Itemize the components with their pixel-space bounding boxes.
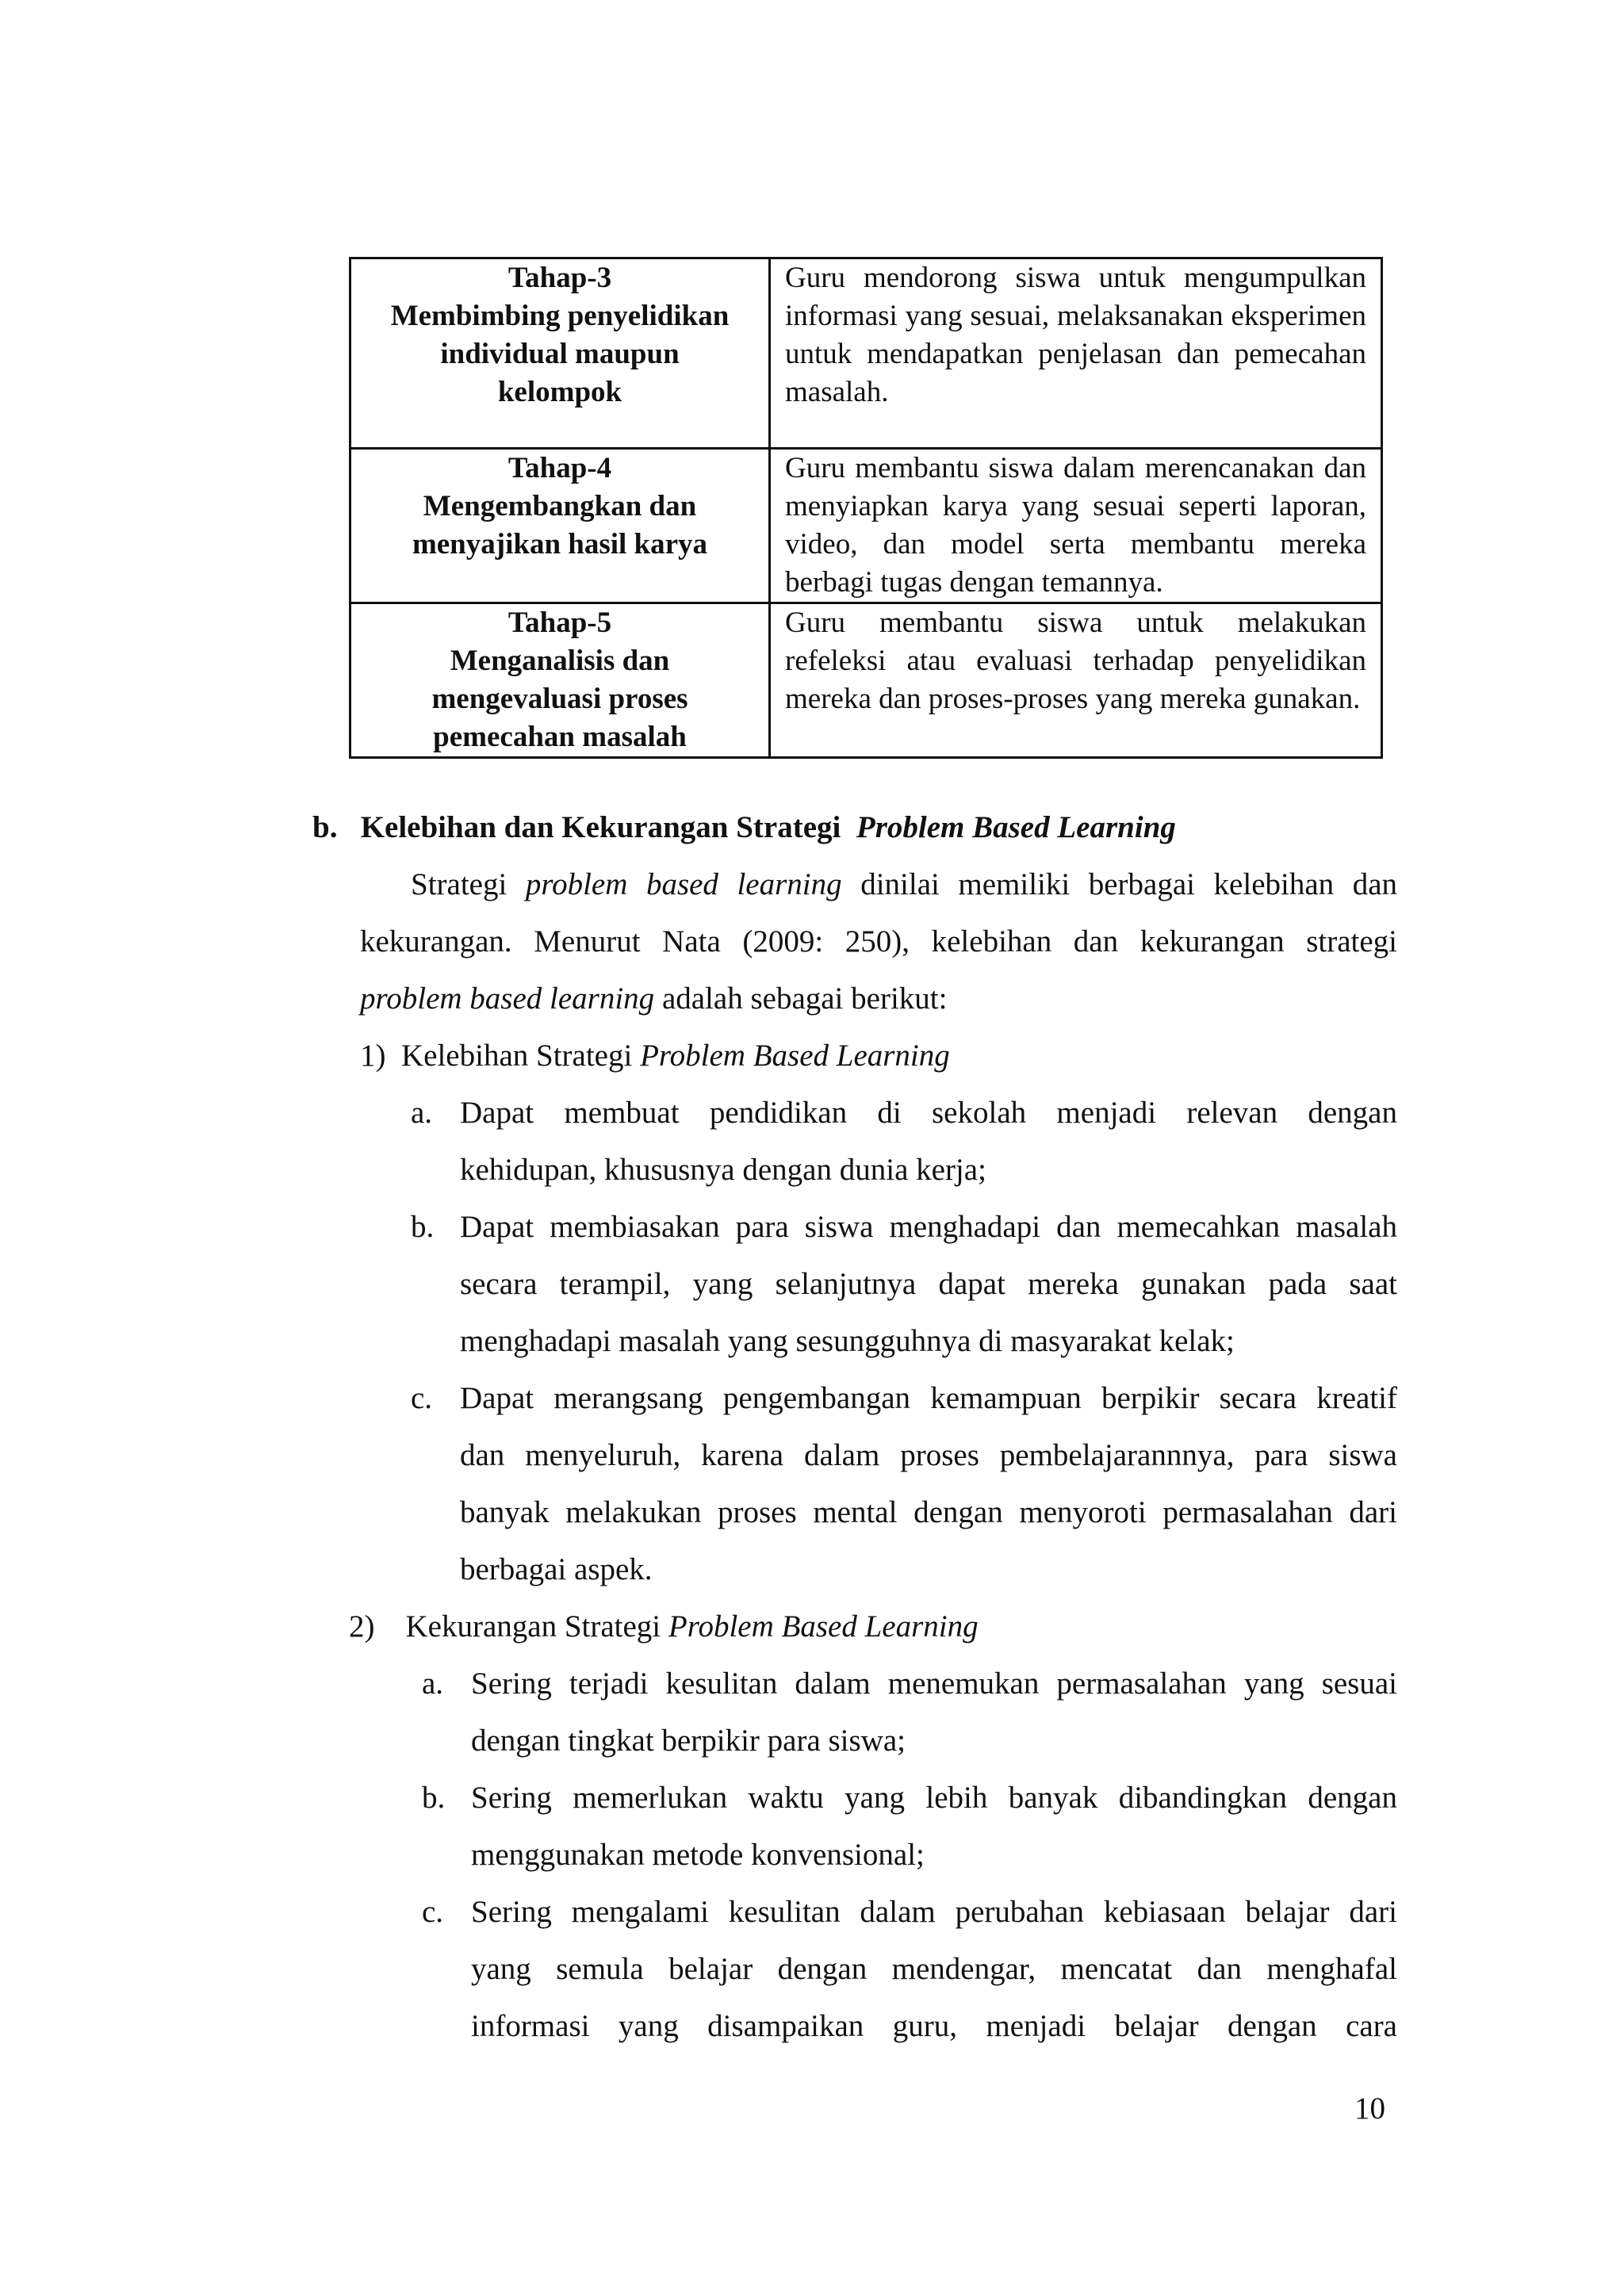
- section-heading-text: Kelebihan dan Kekurangan Strategi: [360, 810, 841, 844]
- list-item-line: menggunakan metode konvensional;: [471, 1838, 925, 1872]
- stage-description: Guru mendorong siswa untuk mengumpulkan informasi yang sesuai, melaksanakan eksperimen untuk mendapatkan penjelasan dan pemecahan masalah.: [770, 258, 1382, 449]
- list-item-line: informasi yang disampaikan guru, menjadi belajar dengan cara: [471, 2009, 1397, 2043]
- disadvantages-heading: [349, 1598, 979, 1655]
- disadvantages-heading-italic: Problem Based Learning: [668, 1609, 979, 1644]
- list-item-line: secara terampil, yang selanjutnya dapat mereka gunakan pada saat: [460, 1267, 1397, 1301]
- list-marker: b.: [411, 1210, 435, 1244]
- list-item-line: yang semula belajar dengan mendengar, mencatat dan menghafal: [471, 1952, 1397, 1986]
- advantages-heading: [360, 1027, 950, 1085]
- stage-line: menyajikan hasil karya: [412, 528, 708, 561]
- intro-text: dinilai memiliki berbagai kelebihan dan: [860, 867, 1398, 901]
- stages-table: [349, 257, 1383, 759]
- list-item-line: Sering mengalami kesulitan dalam perubahan kebiasaan belajar dari: [471, 1895, 1397, 1929]
- intro-italic: problem based learning: [360, 982, 655, 1016]
- stage-line: Membimbing penyelidikan: [390, 300, 730, 332]
- section-heading: [312, 799, 1176, 856]
- stage-cell: [350, 258, 770, 449]
- intro-text: adalah sebagai berikut:: [661, 982, 948, 1016]
- advantages-heading-italic: Problem Based Learning: [640, 1039, 950, 1073]
- stage-line: individual maupun: [440, 338, 680, 370]
- stage-line: mengevaluasi proses: [431, 683, 688, 715]
- advantages-heading-text: Kelebihan Strategi: [401, 1039, 633, 1073]
- intro-line-3: [360, 970, 1397, 1027]
- intro-line-1: [411, 856, 1397, 913]
- list-marker: 2): [349, 1609, 375, 1644]
- list-item-line: berbagai aspek.: [460, 1552, 653, 1586]
- section-heading-italic: Problem Based Learning: [856, 810, 1176, 844]
- intro-italic: problem based learning: [525, 867, 842, 901]
- stage-title: Tahap-4: [508, 452, 612, 484]
- section-marker: b.: [312, 810, 338, 844]
- table-row: [350, 603, 1382, 758]
- page-number: 10: [1354, 2091, 1385, 2126]
- stage-cell: [350, 449, 770, 603]
- stage-title: Tahap-3: [508, 262, 612, 294]
- list-item-line: dengan tingkat berpikir para siswa;: [471, 1724, 906, 1758]
- list-marker: 1): [360, 1039, 386, 1073]
- list-item-line: kehidupan, khususnya dengan dunia kerja;: [460, 1153, 986, 1187]
- list-item-line: Sering memerlukan waktu yang lebih banyak dibandingkan dengan: [471, 1781, 1397, 1815]
- stage-title: Tahap-5: [508, 607, 612, 639]
- list-item-line: dan menyeluruh, karena dalam proses pembelajarannnya, para siswa: [460, 1438, 1397, 1472]
- stage-cell: [350, 603, 770, 758]
- list-item-line: menghadapi masalah yang sesungguhnya di masyarakat kelak;: [460, 1324, 1235, 1358]
- list-marker: b.: [422, 1781, 446, 1815]
- list-marker: c.: [422, 1895, 444, 1929]
- disadvantages-heading-text: Kekurangan Strategi: [405, 1609, 661, 1644]
- list-marker: c.: [411, 1381, 433, 1415]
- intro-line-2: kekurangan. Menurut Nata (2009: 250), kelebihan dan kekurangan strategi: [360, 924, 1397, 959]
- list-marker: a.: [411, 1096, 433, 1130]
- list-item-line: Dapat merangsang pengembangan kemampuan berpikir secara kreatif: [460, 1381, 1397, 1415]
- stage-line: pemecahan masalah: [433, 721, 687, 753]
- table-row: [350, 258, 1382, 449]
- list-item-line: Dapat membiasakan para siswa menghadapi dan memecahkan masalah: [460, 1210, 1397, 1244]
- stage-line: Menganalisis dan: [450, 645, 670, 677]
- table-row: [350, 449, 1382, 603]
- intro-text: Strategi: [411, 867, 508, 901]
- list-item-line: Dapat membuat pendidikan di sekolah menjadi relevan dengan: [460, 1096, 1397, 1130]
- list-marker: a.: [422, 1667, 444, 1701]
- stage-line: Mengembangkan dan: [423, 490, 697, 522]
- stage-line: kelompok: [497, 376, 622, 408]
- list-item-line: banyak melakukan proses mental dengan menyoroti permasalahan dari: [460, 1495, 1397, 1529]
- stage-description: Guru membantu siswa dalam merencanakan dan menyiapkan karya yang sesuai seperti laporan, video, dan model serta membantu mereka berbagi tugas dengan temannya.: [770, 449, 1382, 603]
- stage-description: Guru membantu siswa untuk melakukan refeleksi atau evaluasi terhadap penyelidikan mereka dan proses-proses yang mereka gunakan.: [770, 603, 1382, 758]
- list-item-line: Sering terjadi kesulitan dalam menemukan permasalahan yang sesuai: [471, 1667, 1397, 1701]
